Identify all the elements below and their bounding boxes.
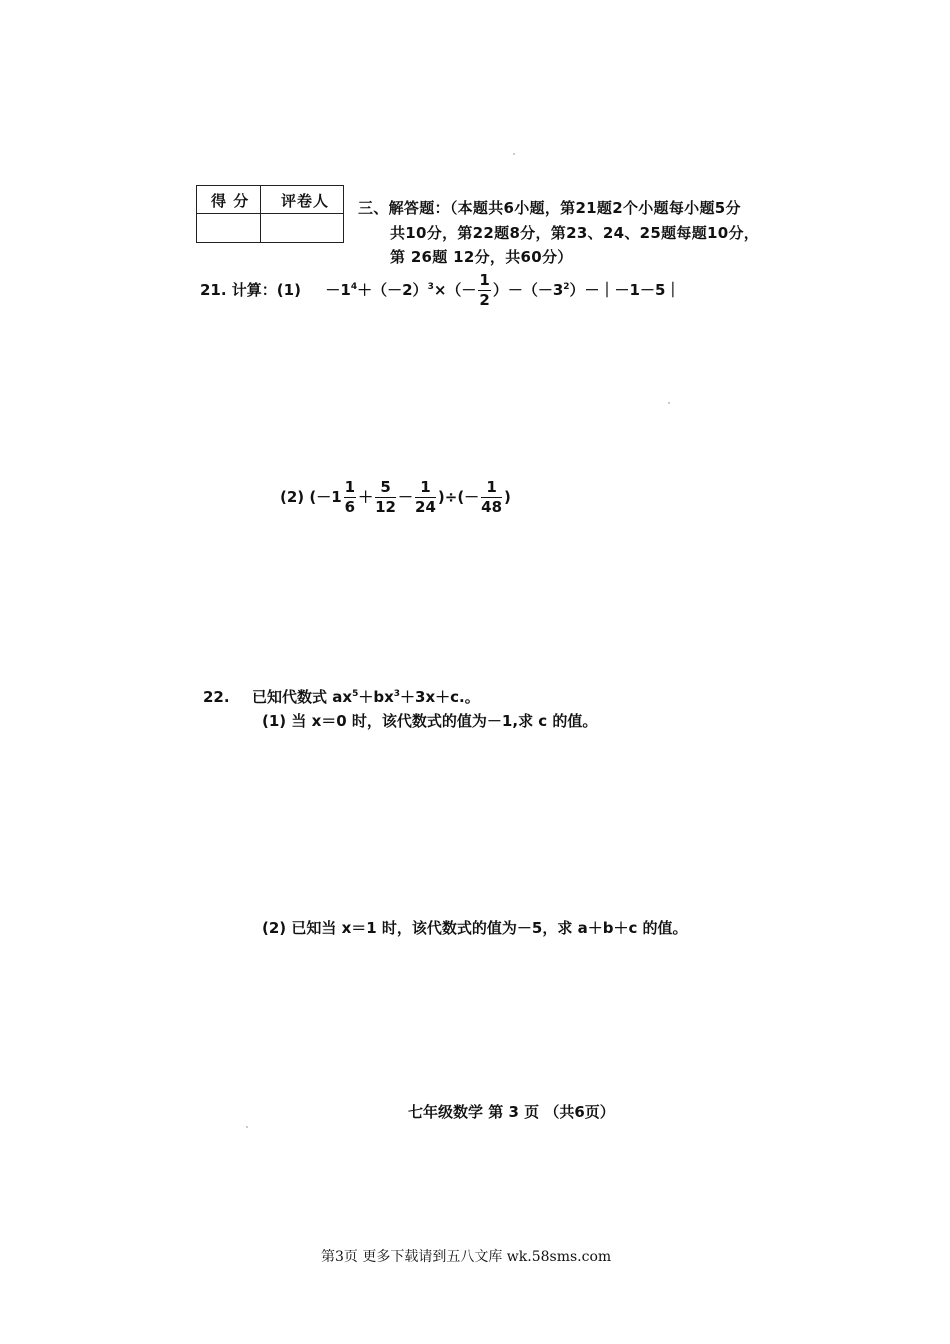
q22-part2: (2) 已知当 x＝1 时，该代数式的值为－5，求 a＋b＋c 的值。 bbox=[262, 919, 688, 937]
score-header: 得 分 bbox=[211, 192, 250, 210]
q21-exp-b: 3 bbox=[427, 282, 434, 292]
q21-part1 bbox=[200, 271, 680, 310]
closing-paren: ) bbox=[504, 488, 511, 506]
operator-divide: )÷(－ bbox=[437, 488, 480, 506]
section-desc-1: （本题共6小题，第21题2个小题每小题5分 bbox=[449, 199, 741, 217]
q21-term-d: ）－（－3 bbox=[492, 281, 564, 299]
score-table bbox=[196, 185, 344, 243]
q21-term-b: ＋（－2） bbox=[357, 281, 428, 299]
operator-minus: － bbox=[398, 488, 414, 506]
q22-expr-b: ＋bx bbox=[358, 688, 394, 706]
section-desc-2: 共10分，第22题8分，第23、24、25题每题10分， bbox=[390, 224, 760, 242]
fraction-numerator: 1 bbox=[344, 478, 356, 496]
table-divider-horizontal bbox=[197, 213, 343, 214]
q21-term-c: ×（－ bbox=[433, 281, 477, 299]
q21-term-a: －1 bbox=[325, 281, 351, 299]
q21-fraction-half bbox=[478, 271, 490, 310]
q21-part2-label: (2) (－1 bbox=[280, 488, 342, 506]
table-divider-vertical bbox=[260, 186, 261, 242]
q21-term-e: ）－｜－1－5｜ bbox=[569, 281, 681, 299]
section-heading-line1 bbox=[358, 197, 741, 218]
q21-fraction-1 bbox=[344, 478, 356, 517]
section-desc-3: 第 26题 12分，共60分） bbox=[390, 248, 573, 266]
source-footer: 第3页 更多下载请到五八文库 wk.58sms.com bbox=[321, 1249, 612, 1265]
fraction-denominator: 2 bbox=[479, 291, 490, 309]
operator-plus: ＋ bbox=[358, 488, 374, 506]
q21-exp-a: 4 bbox=[350, 282, 358, 292]
q22-exp-b: 3 bbox=[393, 689, 401, 699]
fraction-numerator: 1 bbox=[481, 478, 502, 498]
q22-expr-a: 已知代数式 ax bbox=[252, 688, 353, 706]
q22-exp-a: 5 bbox=[352, 689, 359, 699]
fraction-denominator: 24 bbox=[415, 498, 436, 516]
fraction-numerator: 1 bbox=[415, 478, 436, 498]
q21-label: 21. 计算：(1) bbox=[200, 281, 301, 299]
q21-fraction-4 bbox=[481, 478, 502, 517]
q22-stem bbox=[203, 686, 480, 707]
q22-part1: (1) 当 x＝0 时，该代数式的值为－1,求 c 的值。 bbox=[262, 712, 598, 730]
fraction-denominator: 12 bbox=[375, 498, 396, 516]
fraction-denominator: 48 bbox=[481, 498, 503, 516]
section-title: 三、解答题： bbox=[358, 199, 450, 217]
scan-speck bbox=[513, 153, 515, 155]
fraction-numerator: 1 bbox=[479, 271, 490, 289]
q22-expr-c: ＋3x＋c.。 bbox=[400, 688, 480, 706]
scan-speck bbox=[668, 402, 670, 404]
fraction-numerator: 5 bbox=[375, 478, 396, 498]
q21-fraction-3 bbox=[415, 478, 436, 517]
page-footer: 七年级数学 第 3 页 （共6页） bbox=[408, 1103, 615, 1121]
fraction-denominator: 6 bbox=[344, 498, 356, 516]
scan-speck bbox=[246, 1126, 248, 1128]
grader-header: 评卷人 bbox=[281, 192, 330, 210]
q21-part2 bbox=[280, 478, 511, 517]
q22-number: 22. bbox=[203, 688, 230, 706]
q21-fraction-2 bbox=[375, 478, 396, 517]
q21-exp-d: 2 bbox=[563, 282, 570, 292]
